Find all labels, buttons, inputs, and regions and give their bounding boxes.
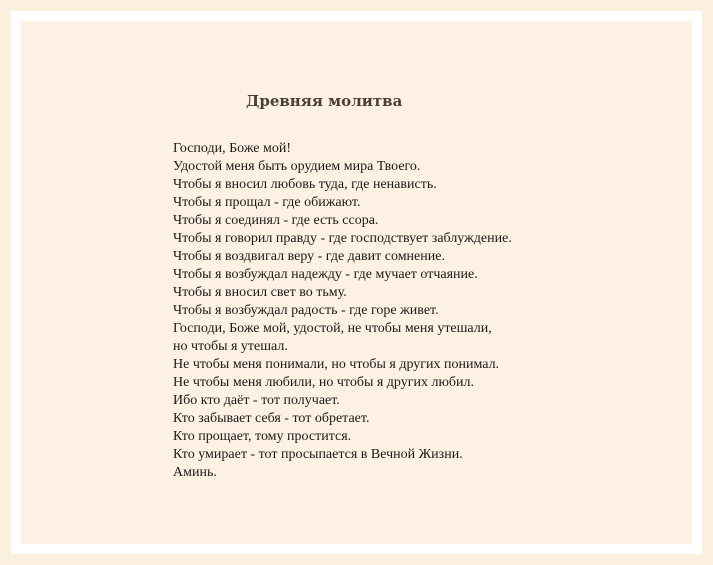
prayer-line: Кто прощает, тому простится. bbox=[173, 429, 352, 444]
prayer-line: Удостой меня быть орудием мира Твоего. bbox=[173, 159, 421, 174]
prayer-line: Кто умирает - тот просыпается в Вечной Жизни. bbox=[173, 447, 463, 462]
prayer-line: Кто забывает себя - тот обретает. bbox=[173, 411, 370, 426]
prayer-line: Чтобы я возбуждал радость - где горе живет. bbox=[173, 303, 439, 318]
prayer-line: Господи, Боже мой! bbox=[173, 141, 292, 156]
prayer-line: Чтобы я возбуждал надежду - где мучает отчаяние. bbox=[173, 267, 478, 282]
prayer-line: Чтобы я соединял - где есть ссора. bbox=[173, 213, 379, 228]
prayer-line: Чтобы я воздвигал веру - где давит сомнение. bbox=[173, 249, 445, 264]
prayer-line: Ибо кто даёт - тот получает. bbox=[173, 393, 340, 408]
document-title: Древняя молитва bbox=[246, 92, 403, 110]
prayer-text bbox=[173, 140, 512, 482]
prayer-line: Аминь. bbox=[173, 465, 217, 480]
prayer-line: Чтобы я вносил свет во тьму. bbox=[173, 285, 347, 300]
prayer-line: Чтобы я вносил любовь туда, где ненависть. bbox=[173, 177, 437, 192]
prayer-line: Чтобы я прощал - где обижают. bbox=[173, 195, 361, 210]
prayer-line: Господи, Боже мой, удостой, не чтобы меня утешали, bbox=[173, 321, 492, 336]
prayer-line: Не чтобы меня любили, но чтобы я других любил. bbox=[173, 375, 475, 390]
prayer-line: Чтобы я говорил правду - где господствует заблуждение. bbox=[173, 231, 512, 246]
prayer-line: Не чтобы меня понимали, но чтобы я других понимал. bbox=[173, 357, 500, 372]
prayer-line: но чтобы я утешал. bbox=[173, 339, 288, 354]
